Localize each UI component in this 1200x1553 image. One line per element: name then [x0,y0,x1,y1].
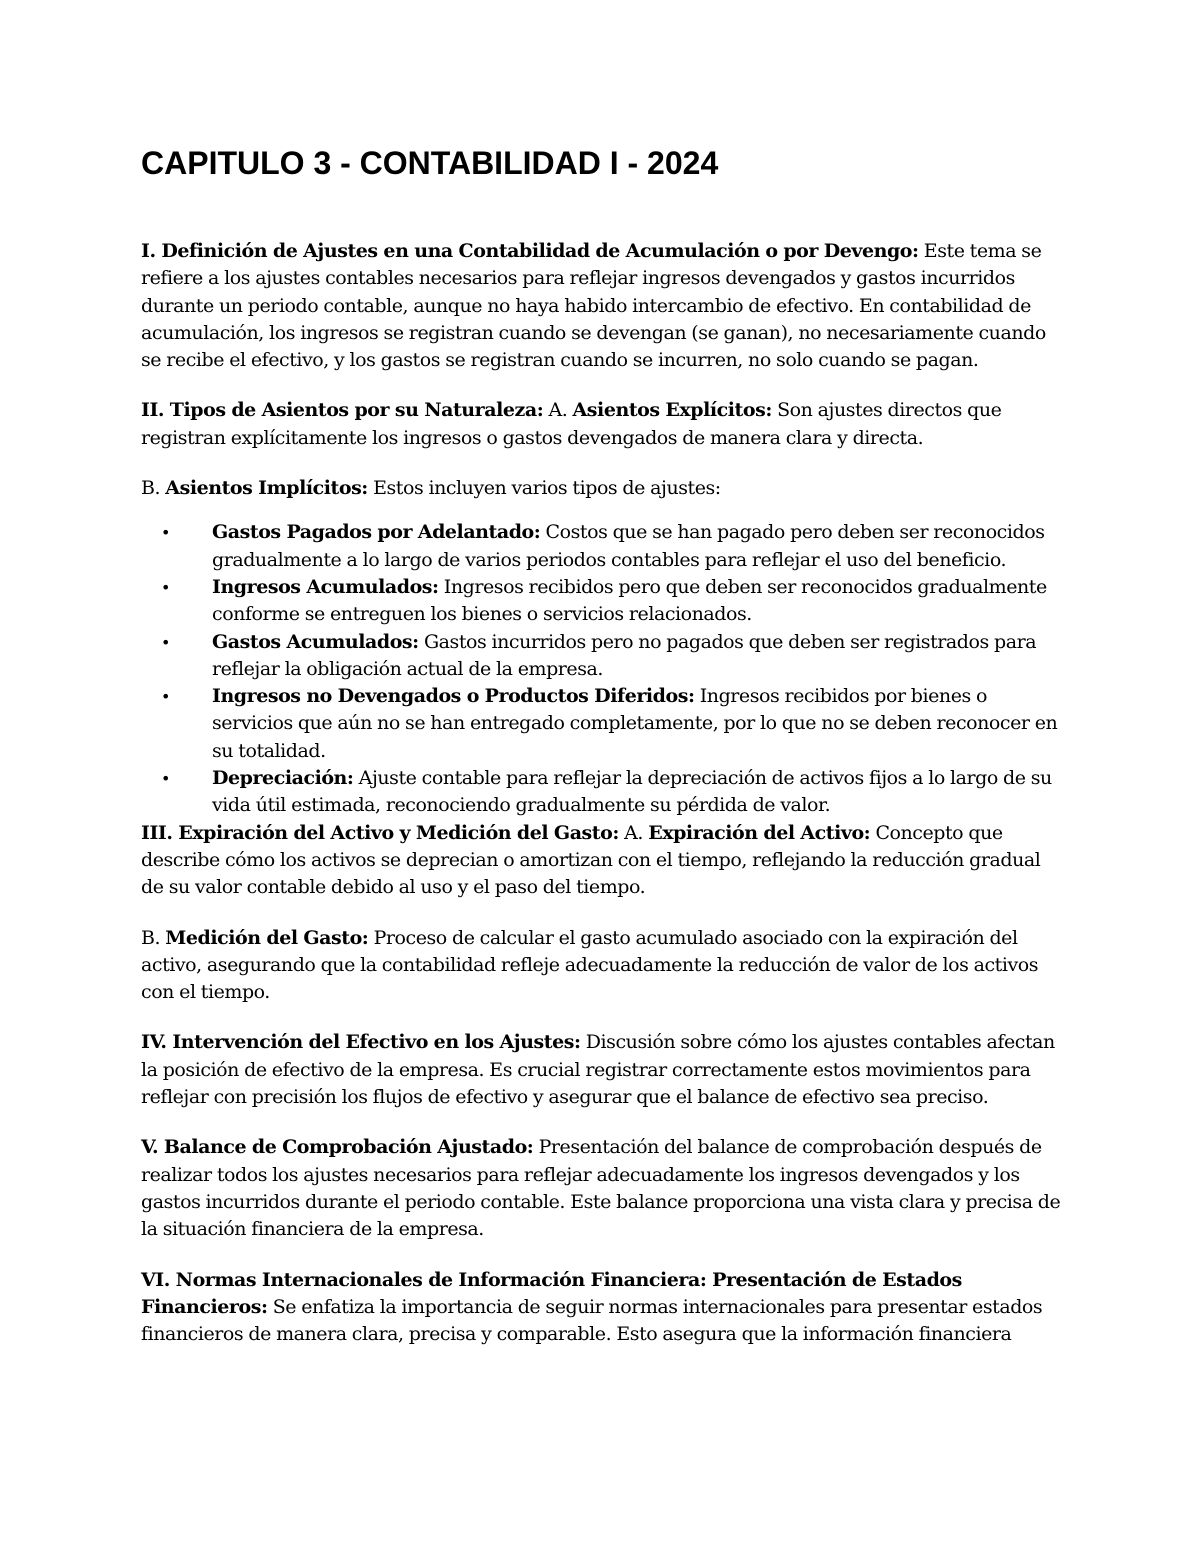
section-2-b [141,475,1063,502]
section-6-heading: VI. Normas Internacionales de Información Financiera: Presentación de Estados Financieros: [141,1268,962,1318]
bullet-icon: • [161,769,170,789]
bullet-icon: • [161,523,170,543]
section-3-a-prefix: A. [618,821,649,844]
list-item-text: Costos que se han pagado pero deben ser reconocidos gradualmente a lo largo de varios periodos contables para reflejar el uso del beneficio. [212,521,1045,571]
section-5-text: Presentación del balance de comprobación después de realizar todos los ajustes necesarios para reflejar adecuadamente los ingresos devengados y los gastos incurridos durante el periodo contable. Este balance proporciona una vista clara y precisa de la situación financiera de la empresa. [141,1136,1061,1241]
list-item-text: Ingresos recibidos pero que deben ser reconocidos gradualmente conforme se entreguen los bienes o servicios relacionados. [212,575,1047,626]
document-content [141,143,1063,1348]
list-item-text: Gastos incurridos pero no pagados que deben ser registrados para reflejar la obligación actual de la empresa. [212,630,1037,680]
section-3-a-heading: Expiración del Activo: [648,821,871,844]
section-1-text: Este tema se refiere a los ajustes contables necesarios para reflejar ingresos devengados y gastos incurridos durante un periodo contable, aunque no haya habido intercambio de efectivo. En contabilidad de acumulación, los ingresos se registran cuando se devengan (se ganan), no necesariamente cuando se recibe el efectivo, y los gastos se registran cuando se incurren, no solo cuando se pagan. [141,240,1046,372]
section-2 [141,397,1063,452]
section-3-b-heading: Medición del Gasto: [165,926,369,949]
list-item [161,765,1063,820]
section-1 [141,238,1063,374]
list-item [161,519,1063,574]
section-4-text: Discusión sobre cómo los ajustes contables afectan la posición de efectivo de la empresa. Es crucial registrar correctamente estos movimientos para reflejar con precisión los flujos de efectivo y asegurar que el balance de efectivo sea preciso. [141,1031,1055,1109]
section-2-a-heading: Asientos Explícitos: [572,399,772,422]
section-6 [141,1267,1063,1349]
section-3-heading: III. Expiración del Activo y Medición del Gasto: [141,821,619,844]
document-title: CAPITULO 3 - CONTABILIDAD I - 2024 [141,145,719,181]
list-item-text: Ingresos recibidos por bienes o servicios que aún no se han entregado completamente, por lo que no se deben reconocer en su totalidad. [212,685,1058,762]
section-6-text: Se enfatiza la importancia de seguir normas internacionales para presentar estados financieros de manera clara, precisa y comparable. Esto asegura que la información financiera [141,1295,1043,1346]
list-item [161,574,1063,629]
section-3 [141,820,1063,902]
list-item-heading: Depreciación: [212,767,354,790]
section-3-a-text: Concepto que describe cómo los activos se deprecian o amortizan con el tiempo, reflejando la reducción gradual de su valor contable debido al uso y el paso del tiempo. [141,821,1041,899]
section-2-b-heading: Asientos Implícitos: [165,477,368,500]
section-2-a-text: Son ajustes directos que registran explícitamente los ingresos o gastos devengados de manera clara y directa. [141,399,1002,449]
bullet-icon: • [161,577,170,597]
section-2-b-prefix: B. [141,477,166,500]
list-item-text: Ajuste contable para reflejar la depreciación de activos fijos a lo largo de su vida útil estimada, reconociendo gradualmente su pérdida de valor. [212,767,1052,817]
section-2-heading: II. Tipos de Asientos por su Naturaleza: [141,399,544,422]
section-3-b-prefix: B. [141,926,166,949]
section-5 [141,1134,1063,1243]
list-item-heading: Gastos Pagados por Adelantado: [212,521,541,544]
list-item [161,629,1063,684]
list-item [161,683,1063,765]
section-4 [141,1029,1063,1111]
bullet-icon: • [161,687,170,707]
list-item-heading: Gastos Acumulados: [212,630,419,653]
section-2-b-text: Estos incluyen varios tipos de ajustes: [367,477,721,500]
list-item-heading: Ingresos Acumulados: [212,575,439,598]
list-item-heading: Ingresos no Devengados o Productos Diferidos: [212,685,695,708]
section-4-heading: IV. Intervención del Efectivo en los Ajustes: [141,1031,581,1054]
bullet-icon: • [161,632,170,652]
section-2-a-prefix: A. [543,399,573,422]
section-3-b [141,925,1063,1007]
section-1-heading: I. Definición de Ajustes en una Contabilidad de Acumulación o por Devengo: [141,240,919,262]
section-3-b-text: Proceso de calcular el gasto acumulado asociado con la expiración del activo, asegurando que la contabilidad refleje adecuadamente la reducción de valor de los activos con el tiempo. [141,926,1039,1004]
adjustment-types-list [141,519,1063,819]
section-5-heading: V. Balance de Comprobación Ajustado: [141,1136,534,1159]
